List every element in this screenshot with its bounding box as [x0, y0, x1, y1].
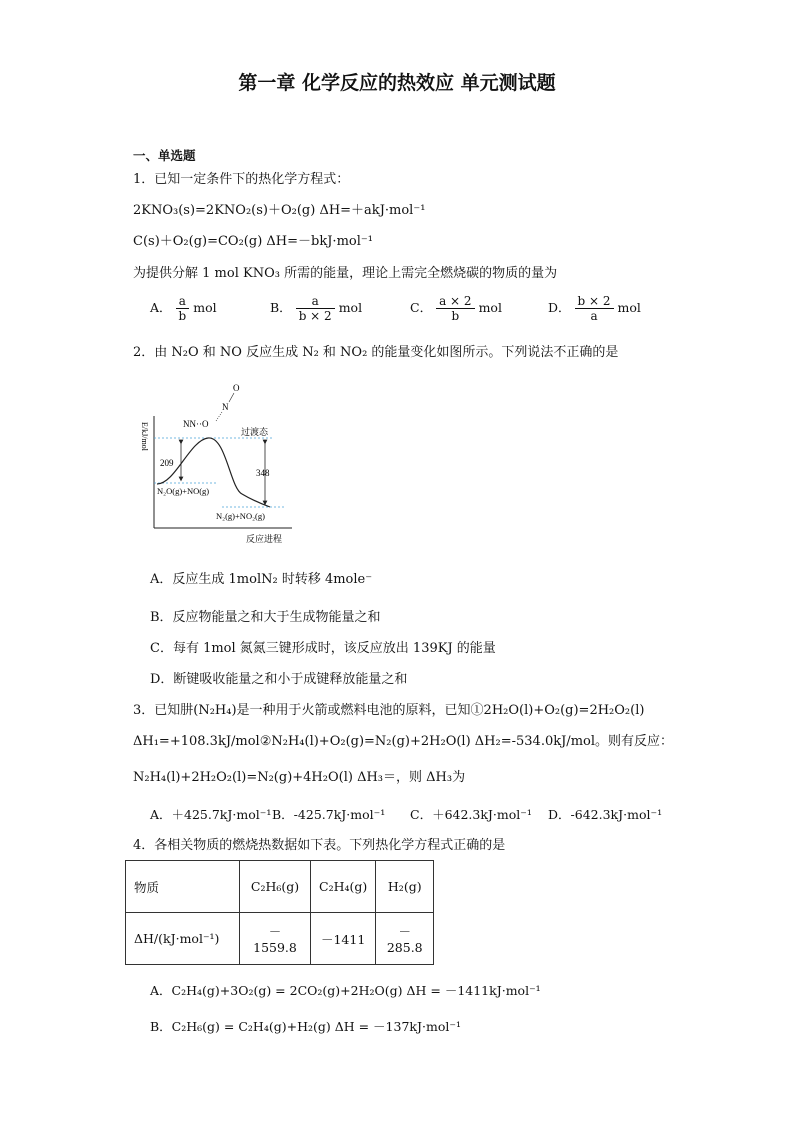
ea-value: 209 — [160, 458, 174, 468]
q1-equation-2: C(s)＋O₂(g)=CO₂(g) ΔH=－bkJ·mol⁻¹ — [133, 234, 373, 249]
transition-label: 过渡态 — [241, 427, 269, 437]
reaction-curve — [157, 438, 270, 507]
x-axis-label: 反应进程 — [246, 534, 283, 544]
table-header-cell: C₂H₄(g) — [311, 861, 376, 913]
q2-option-a[interactable]: A．反应生成 1molN₂ 时转移 4mole⁻ — [150, 572, 373, 587]
table-cell: －285.8 — [376, 913, 434, 965]
molecule-bond — [216, 412, 222, 421]
q1-option-d[interactable]: D． $\frac{b \times 2}{a}$ mol — [548, 294, 641, 323]
table-header-cell: C₂H₆(g) — [240, 861, 311, 913]
products-label: N₂(g)+NO₂(g) — [216, 511, 265, 521]
q1-option-c[interactable]: C． $\frac{a \times 2}{b}$ mol — [410, 294, 502, 323]
table-header-row — [126, 861, 434, 913]
q1-question: 为提供分解 1 mol KNO₃ 所需的能量，理论上需完全燃烧碳的物质的量为 — [133, 266, 558, 281]
q2-stem: 2．由 N₂O 和 NO 反应生成 N₂ 和 NO₂ 的能量变化如图所示。下列说法不正确的是 — [133, 345, 619, 360]
table-row — [126, 913, 434, 965]
q3-line-3: N₂H₄(l)+2H₂O₂(l)=N₂(g)+4H₂O(l) ΔH₃＝，则 ΔH₃为 — [133, 770, 466, 785]
combustion-heat-table — [125, 860, 434, 965]
molecule-bond-2 — [229, 393, 234, 402]
energy-diagram — [130, 376, 300, 550]
q4-stem: 4．各相关物质的燃烧热数据如下表。下列热化学方程式正确的是 — [133, 838, 506, 853]
q3-option-d[interactable]: D．-642.3kJ·mol⁻¹ — [548, 807, 663, 822]
table-row-label: ΔH/(kJ·mol⁻¹) — [126, 913, 240, 965]
q2-option-d[interactable]: D．断键吸收能量之和小于成键释放能量之和 — [150, 672, 408, 687]
q1-option-d-fraction: $\frac{b \times 2}{a}$ — [575, 294, 614, 323]
q1-option-b[interactable]: B． $\frac{a}{b \times 2}$ mol — [270, 294, 363, 323]
y-axis-label: E/kJ/mol — [140, 422, 149, 451]
molecule-nn-o: NN··O — [183, 419, 209, 429]
reactants-label: N₂O(g)+NO(g) — [157, 486, 210, 496]
q3-option-a[interactable]: A．＋425.7kJ·mol⁻¹ — [150, 807, 272, 822]
release-value: 348 — [256, 468, 270, 478]
page-title: 第一章 化学反应的热效应 单元测试题 — [238, 72, 556, 94]
q3-option-c[interactable]: C．＋642.3kJ·mol⁻¹ — [410, 807, 532, 822]
q1-option-a[interactable]: A． $\frac{a}{b}$ mol — [150, 294, 217, 323]
q1-equation-1: 2KNO₃(s)=2KNO₂(s)＋O₂(g) ΔH=＋akJ·mol⁻¹ — [133, 203, 426, 218]
q4-option-a[interactable]: A．C₂H₄(g)+3O₂(g) = 2CO₂(g)+2H₂O(g) ΔH = －1411kJ·mol⁻¹ — [150, 983, 541, 998]
table-cell: －1559.8 — [240, 913, 311, 965]
q2-option-c[interactable]: C．每有 1mol 氮氮三键形成时，该反应放出 139KJ 的能量 — [150, 641, 496, 656]
table-cell: －1411 — [311, 913, 376, 965]
q2-option-b[interactable]: B．反应物能量之和大于生成物能量之和 — [150, 610, 381, 625]
table-header-cell: H₂(g) — [376, 861, 434, 913]
q3-line-1: 3．已知肼(N₂H₄)是一种用于火箭或燃料电池的原料，已知①2H₂O(l)+O₂(g)=2H₂O₂(l) — [133, 703, 645, 718]
section-heading: 一、单选题 — [133, 148, 196, 163]
table-header-cell: 物质 — [126, 861, 240, 913]
q4-option-b[interactable]: B．C₂H₆(g) = C₂H₄(g)+H₂(g) ΔH = －137kJ·mol⁻¹ — [150, 1019, 461, 1034]
q3-line-2: ΔH₁=+108.3kJ/mol②N₂H₄(l)+O₂(g)=N₂(g)+2H₂O(l) ΔH₂=-534.0kJ/mol。则有反应： — [133, 734, 674, 749]
q1-option-b-fraction: $\frac{a}{b \times 2}$ — [296, 294, 335, 323]
q3-option-b[interactable]: B．-425.7kJ·mol⁻¹ — [272, 807, 386, 822]
q1-option-a-fraction: $\frac{a}{b}$ — [176, 294, 190, 323]
molecule-o: O — [233, 383, 240, 393]
q1-option-c-fraction: $\frac{a \times 2}{b}$ — [436, 294, 474, 323]
molecule-n: N — [222, 402, 229, 412]
q1-stem: 1．已知一定条件下的热化学方程式： — [133, 172, 350, 187]
